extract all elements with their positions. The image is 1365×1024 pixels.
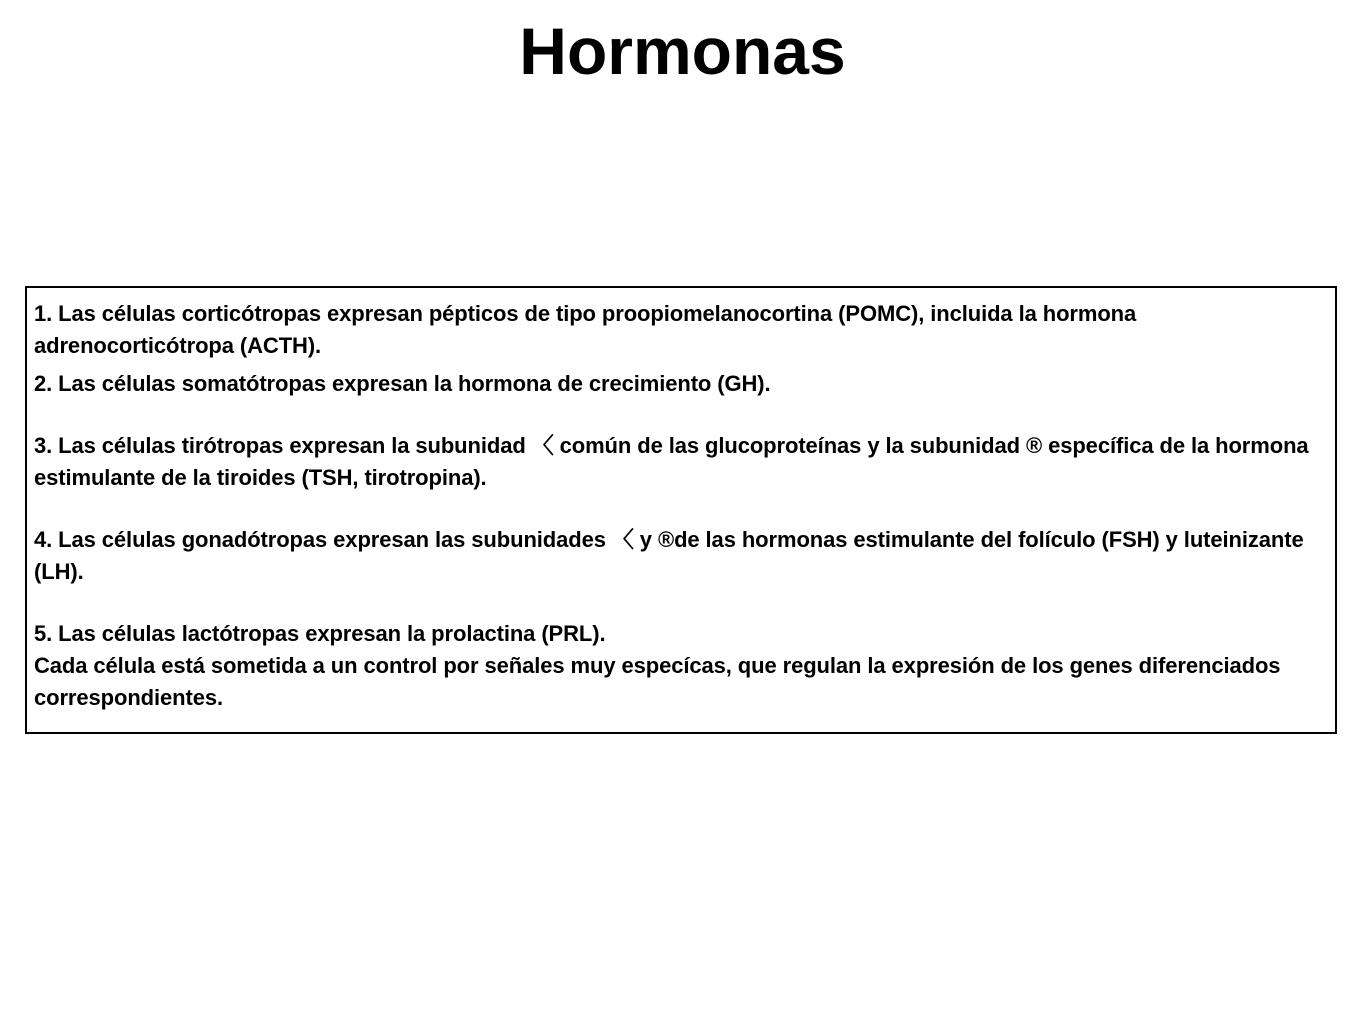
paragraph-tirotropas: 3. Las células tirótropas expresan la subunidad 〈 común de las glucoproteínas y la subunidad ® específica de la hormona estimulante de la tiroides (TSH, tirotropina). <box>34 433 1309 490</box>
paragraph-corticotropas: 1. Las células corticótropas expresan pépticos de tipo proopiomelanocortina (POMC), incluida la hormona adrenocorticótropa (ACTH). <box>34 301 1137 358</box>
content-box <box>25 286 1337 734</box>
paragraph-lactotropas: 5. Las células lactótropas expresan la prolactina (PRL). <box>34 621 606 646</box>
paragraph-somatotropas: 2. Las células somatótropas expresan la hormona de crecimiento (GH). <box>34 371 771 396</box>
paragraph-control: Cada célula está sometida a un control por señales muy especícas, que regulan la expresión de los genes diferenciados correspondientes. <box>34 653 1281 710</box>
page-title: Hormonas <box>519 14 846 88</box>
paragraph-gonadotropas: 4. Las células gonadótropas expresan las subunidades 〈 y ®de las hormonas estimulante del folículo (FSH) y luteinizante (LH). <box>34 527 1304 584</box>
